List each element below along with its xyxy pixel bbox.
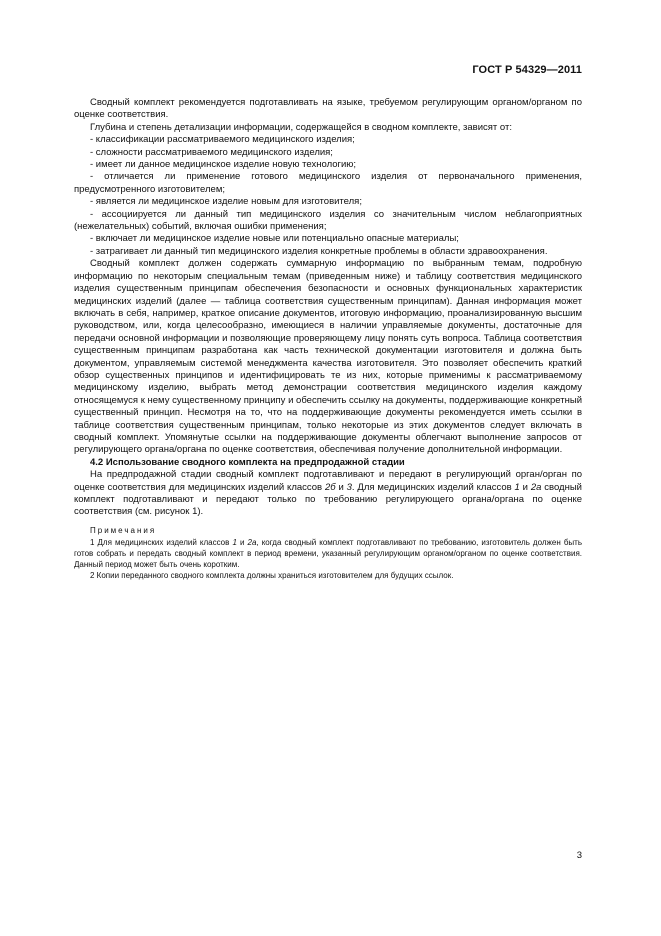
device-class: 1 xyxy=(514,481,520,493)
paragraph-premarket: На предпродажной стадии сводный комплект подготавливают и передают в регулирующий орган/орган по оценке соответствия для медицинских изделий классов 2б и 3. Для медицинских изделий классов 1 и 2а сводный комплект подготавливают и передают только по требованию регулирующего органа/органа по оценке соответствия (см. рисунок 1). xyxy=(74,469,582,518)
device-class: 2б xyxy=(324,481,336,493)
list-item: - является ли медицинское изделие новым для изготовителя; xyxy=(90,196,362,208)
list-item: - имеет ли данное медицинское изделие новую технологию; xyxy=(90,159,357,171)
paragraph-language: Сводный комплект рекомендуется подготавливать на языке, требуемом регулирующим органом/органом по оценке соответствия. xyxy=(74,97,582,121)
list-item: - затрагивает ли данный тип медицинского изделия конкретные проблемы в области здравоохранения. xyxy=(90,245,548,257)
list-item: - сложности рассматриваемого медицинского изделия; xyxy=(90,146,333,158)
list-item: - классификации рассматриваемого медицинского изделия; xyxy=(90,134,355,146)
device-class: 1 xyxy=(232,537,237,547)
document-body xyxy=(74,97,582,581)
list-item: - отличается ли применение готового медицинского изделия от первоначального применения, предусмотренного изготовителем; xyxy=(74,171,582,195)
section-heading: 4.2 Использование сводного комплекта на предпродажной стадии xyxy=(90,456,405,468)
device-class: 3 xyxy=(346,481,352,493)
device-class: 2а xyxy=(247,537,257,547)
notes-block xyxy=(74,525,582,581)
list-item: - ассоциируется ли данный тип медицинского изделия со значительным числом неблагоприятных (нежелательных) событий, включая ошибки применения; xyxy=(74,208,582,233)
page-number: 3 xyxy=(576,850,582,861)
notes-title: Примечания xyxy=(90,525,157,535)
device-class: 2а xyxy=(530,481,542,493)
paragraph-detail-depends: Глубина и степень детализации информации, содержащейся в сводном комплекте, зависят от: xyxy=(90,121,512,133)
document-number: ГОСТ Р 54329—2011 xyxy=(472,64,582,76)
note-2: 2 Копии переданного сводного комплекта должны храниться изготовителем для будущих ссылок. xyxy=(90,570,454,580)
note-1: 1 Для медицинских изделий классов 1 и 2а, когда сводный комплект подготавливают по требованию, изготовитель должен быть готов собрать и передать сводный комплект в период времени, указанный регулирующим органом/органом по оценке соответствия. Данный период может быть очень коротким. xyxy=(74,537,582,569)
paragraph-summary-content: Сводный комплект должен содержать суммарную информацию по выбранным темам, подробную информацию по некоторым специальным темам (приведенным ниже) и таблицу соответствия медицинского изделия существенным принципам обеспечения безопасности и основных функциональных характеристик медицинских изделий (далее — таблица соответствия существенным принципам). Данная информация может включать в себя, например, краткое описание документов, итоговую информацию, проанализированную высшим руководством, или, когда целесообразно, имеющиеся в наличии управляемые документы, достаточные для передачи основной информации и позволяющие проверяющему лицу понять суть вопроса. Таблица соответствия существенным принципам разработана как часть технической документации изготовителя и должна быть документом, управляемым системой менеджмента качества изготовителя. Это позволяет обеспечить краткий обзор существенных принципов и идентифицировать те из них, которые применимы к рассматриваемому медицинскому изделию, выбрать метод демонстрации соответствия медицинского изделия каждому относящемуся к нему существенному принципу и обеспечить ссылку на документы, поддерживающие конкретный существенный принцип. Несмотря на то, что на поддерживающие документы рекомендуется иметь ссылки в таблице соответствия существенным принципам, только некоторые из этих документов следует включать в сводный комплект. Упомянутые ссылки на поддерживающие документы облегчают выполнение запросов от регулирующего органа/органа по оценке соответствия, обеспечивая получение дополнительной информации. xyxy=(74,258,582,456)
list-item: - включает ли медицинское изделие новые или потенциально опасные материалы; xyxy=(90,233,459,245)
